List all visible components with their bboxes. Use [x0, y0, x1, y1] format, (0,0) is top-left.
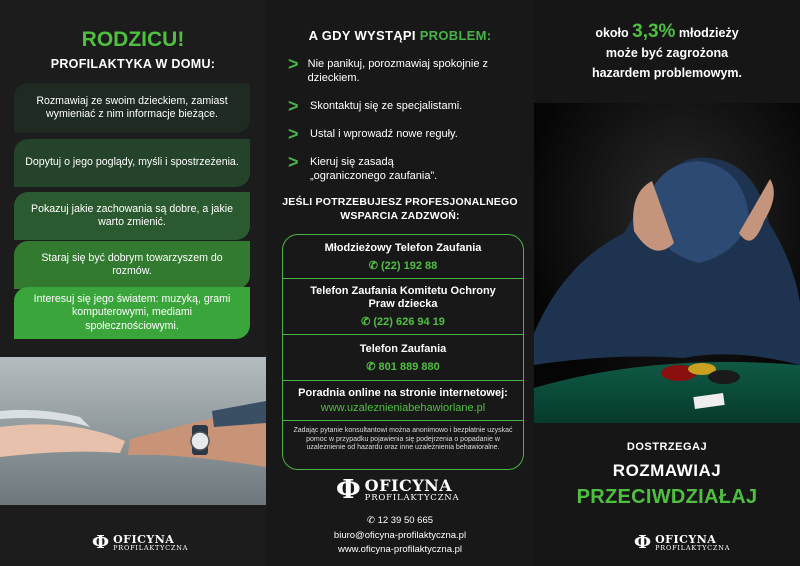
holding-hands-photo — [0, 357, 266, 505]
tip-box — [14, 139, 250, 187]
step-text: Nie panikuj, porozmawiaj spokojnie z dzieckiem. — [307, 58, 489, 84]
tip-text: Staraj się być dobrym towarzyszem do rozmów. — [41, 251, 223, 277]
logo-mark-icon: Ф — [92, 532, 110, 553]
helpline-item — [283, 279, 523, 335]
logo-mark-icon: Ф — [634, 532, 652, 553]
phone-icon: ✆ — [366, 360, 376, 373]
helpline-name: Telefon Zaufania Komitetu Ochrony Praw dziecka — [310, 285, 496, 310]
right-panel — [534, 0, 800, 566]
step-item — [288, 54, 518, 85]
tip-box — [14, 83, 250, 133]
contact-website-link[interactable]: www.oficyna-profilaktyczna.pl — [337, 544, 463, 555]
tip-box — [14, 287, 250, 339]
statistic-text — [534, 22, 800, 83]
stat-line2: może być zagrożona — [605, 46, 729, 60]
logo-line1: OFICYNA — [113, 533, 175, 547]
left-panel — [0, 0, 266, 566]
logo-mark-icon: Ф — [336, 475, 361, 505]
helpline-box — [282, 234, 524, 470]
middle-title-part2: PROBLEM: — [419, 28, 492, 43]
contact-phone-number[interactable]: 12 39 50 665 — [377, 515, 434, 526]
stat-line3: hazardem problemowym. — [591, 66, 743, 80]
slogan-word3: PRZECIWDZIAŁAJ — [576, 486, 758, 508]
middle-title-part1: A GDY WYSTĄPI — [308, 28, 420, 43]
step-item — [288, 96, 518, 116]
phone-icon: ✆ — [361, 316, 371, 328]
helpline-item — [283, 235, 523, 279]
online-counseling — [283, 381, 523, 421]
tip-text: Interesuj się jego światem: muzyką, grami komputerowymi, mediami społecznościowymi. — [33, 292, 231, 332]
step-text: Kieruj się zasadą „ograniczonego zaufania”. — [310, 156, 438, 182]
stat-pre: około — [595, 26, 633, 40]
step-text: Skontaktuj się ze specjalistami. — [310, 100, 463, 112]
logo-line1: OFICYNA — [655, 533, 717, 547]
support-line2: WSPARCIA ZADZWOŃ: — [340, 209, 460, 222]
tip-text: Pokazuj jakie zachowania są dobre, a jakie warto zmienić. — [31, 202, 233, 228]
left-subtitle: PROFILAKTYKA W DOMU: — [50, 57, 216, 71]
publisher-logo — [92, 534, 188, 552]
stat-post: młodzieży — [675, 26, 739, 40]
chevron-right-icon: > — [288, 124, 299, 144]
chevron-right-icon: > — [288, 54, 299, 74]
middle-panel — [266, 0, 534, 566]
chevron-right-icon: > — [288, 96, 299, 116]
step-text: Ustal i wprowadź nowe reguły. — [310, 128, 458, 140]
helpline-name: Młodzieżowy Telefon Zaufania — [324, 241, 482, 254]
tip-box — [14, 241, 250, 289]
support-heading — [266, 196, 534, 223]
phone-icon: ✆ — [368, 259, 378, 272]
tip-text: Dopytuj o jego poglądy, myśli i spostrzeżenia. — [25, 156, 239, 169]
slogan-word1: DOSTRZEGAJ — [626, 441, 708, 453]
helpline-number[interactable]: (22) 626 94 19 — [373, 316, 445, 328]
helpline-name: Telefon Zaufania — [359, 342, 447, 355]
slogan-word2: ROZMAWIAJ — [612, 461, 722, 480]
contact-email-link[interactable]: biuro@oficyna-profilaktyczna.pl — [333, 530, 467, 541]
publisher-logo — [634, 534, 730, 552]
helpline-number[interactable]: (22) 192 88 — [381, 259, 438, 272]
online-url-link[interactable]: www.uzaleznieniabehawiorlane.pl — [320, 402, 486, 414]
left-title: RODZICU! — [81, 28, 185, 51]
helpline-note: Zadając pytanie konsultantowi można anonimowo i bezpłatnie uzyskać pomoc w przypadku pojawienia się podejrzenia o popadanie w uzależnienie od hazardu oraz inne uzależnienia behawioralne. — [293, 427, 513, 452]
logo-line2: PROFILAKTYCZNA — [113, 544, 189, 553]
logo-line1: OFICYNA — [364, 475, 453, 495]
support-line1: JEŚLI POTRZEBUJESZ PROFESJONALNEGO — [282, 196, 518, 208]
middle-title — [266, 28, 534, 43]
tip-box — [14, 192, 250, 240]
step-item — [288, 152, 518, 183]
contact-phone — [266, 515, 534, 526]
gambler-photo — [534, 103, 800, 423]
logo-line2: PROFILAKTYCZNA — [364, 492, 460, 503]
step-item — [288, 124, 518, 144]
tip-text: Rozmawiaj ze swoim dzieckiem, zamiast wymieniać z nim informacje bieżące. — [36, 94, 228, 120]
stat-value: 3,3% — [632, 21, 676, 42]
phone-icon: ✆ — [366, 515, 375, 526]
helpline-number[interactable]: 801 889 880 — [378, 360, 440, 373]
online-label: Poradnia online na stronie internetowej: — [298, 387, 508, 399]
publisher-logo-large — [336, 477, 459, 503]
chevron-right-icon: > — [288, 152, 299, 172]
logo-line2: PROFILAKTYCZNA — [655, 544, 731, 553]
helpline-item — [283, 335, 523, 381]
